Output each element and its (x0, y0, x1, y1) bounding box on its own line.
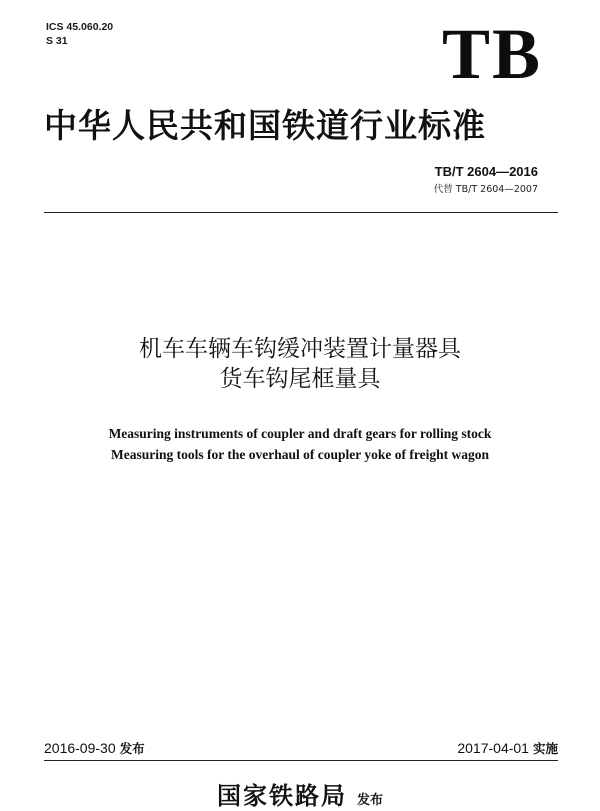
publisher (0, 776, 600, 811)
implement-label: 实施 (532, 741, 558, 756)
issue-date-group (44, 739, 145, 758)
tb-logo: TB (441, 14, 542, 94)
implement-date: 2017-04-01 (457, 740, 529, 756)
ics-code: ICS 45.060.20 (46, 21, 114, 33)
english-title-line-2: Measuring tools for the overhaul of coupler yoke of freight wagon (111, 447, 489, 462)
organization-title: 中华人民共和国铁道行业标准 (44, 106, 486, 145)
english-title-line-1: Measuring instruments of coupler and draft gears for rolling stock (108, 426, 492, 441)
publisher-action: 发布 (356, 793, 383, 808)
replaces-standard: 代替 TB/T 2604—2007 (433, 184, 538, 195)
standard-number: TB/T 2604—2016 (434, 164, 538, 179)
issue-label: 发布 (119, 741, 145, 756)
implement-date-group (457, 739, 558, 758)
english-title (0, 423, 600, 465)
chinese-title (0, 334, 600, 394)
publisher-name: 国家铁路局 (216, 782, 347, 810)
classification-codes (46, 20, 113, 48)
top-divider (44, 212, 558, 213)
ccs-code: S 31 (46, 35, 68, 47)
bottom-divider (44, 760, 558, 761)
chinese-title-line-2: 货车钩尾框量具 (219, 366, 381, 392)
chinese-title-line-1: 机车车辆车钩缓冲装置计量器具 (139, 336, 461, 362)
issue-date: 2016-09-30 (44, 740, 116, 756)
